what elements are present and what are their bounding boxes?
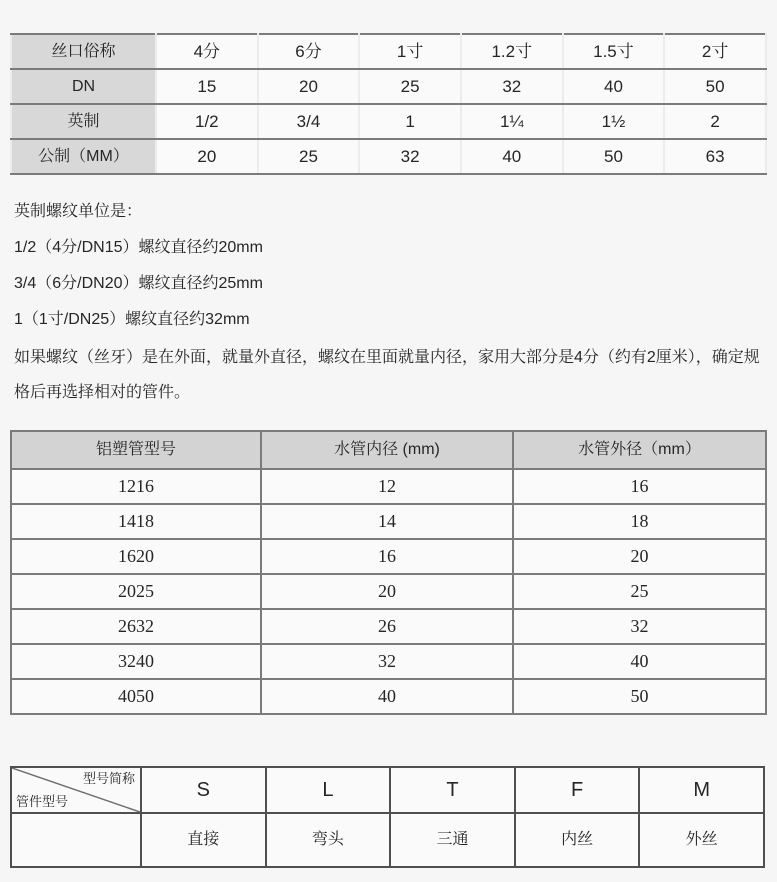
metric-cell: 20 [156, 139, 258, 174]
outer-diameter-cell: 25 [513, 574, 766, 609]
pipe-size-table [10, 430, 767, 715]
row-header-metric: 公制（MM） [11, 139, 156, 174]
model-cell: 1418 [11, 504, 261, 539]
code-cell: T [390, 767, 515, 813]
note-paragraph: 如果螺纹（丝牙）是在外面，就量外直径，螺纹在里面就量内径，家用大部分是4分（约有2厘米），确定规格后再选择相对的管件。 [14, 349, 760, 401]
table-row [11, 644, 766, 679]
col-header-outer-diameter: 水管外径（mm） [513, 431, 766, 469]
imperial-cell: 3/4 [258, 104, 360, 139]
code-cell: F [515, 767, 640, 813]
fitting-name-cell: 直接 [141, 813, 266, 867]
corner-label-type: 管件型号 [16, 794, 69, 809]
model-cell: 4050 [11, 679, 261, 714]
thread-name-cell: 4分 [156, 34, 258, 69]
fitting-name-cell: 三通 [390, 813, 515, 867]
table-header-row [11, 431, 766, 469]
inner-diameter-cell: 20 [261, 574, 513, 609]
model-cell: 1620 [11, 539, 261, 574]
model-cell: 2632 [11, 609, 261, 644]
table-row [11, 139, 766, 174]
notes-block [14, 194, 766, 410]
inner-diameter-cell: 16 [261, 539, 513, 574]
imperial-cell: 1½ [563, 104, 665, 139]
dn-cell: 40 [563, 69, 665, 104]
table-row [11, 469, 766, 504]
imperial-cell: 1 [359, 104, 461, 139]
note-line: 3/4（6分/DN20）螺纹直径约25mm [14, 275, 263, 292]
table-row [11, 104, 766, 139]
metric-cell: 25 [258, 139, 360, 174]
col-header-inner-diameter: 水管内径 (mm) [261, 431, 513, 469]
corner-header-cell [11, 767, 141, 813]
fitting-name-cell: 内丝 [515, 813, 640, 867]
row-header-common-name: 丝口俗称 [11, 34, 156, 69]
note-line: 1（1寸/DN25）螺纹直径约32mm [14, 311, 250, 328]
fitting-name-cell: 外丝 [639, 813, 764, 867]
model-cell: 2025 [11, 574, 261, 609]
empty-cell [11, 813, 141, 867]
col-header-model: 铝塑管型号 [11, 431, 261, 469]
code-cell: M [639, 767, 764, 813]
imperial-cell: 1¼ [461, 104, 563, 139]
outer-diameter-cell: 50 [513, 679, 766, 714]
outer-diameter-cell: 20 [513, 539, 766, 574]
table-row [11, 69, 766, 104]
imperial-cell: 1/2 [156, 104, 258, 139]
dn-cell: 15 [156, 69, 258, 104]
thread-size-table [10, 33, 767, 175]
note-line: 英制螺纹单位是： [14, 203, 143, 220]
model-cell: 3240 [11, 644, 261, 679]
imperial-cell: 2 [664, 104, 766, 139]
thread-name-cell: 1寸 [359, 34, 461, 69]
outer-diameter-cell: 16 [513, 469, 766, 504]
table-row [11, 574, 766, 609]
dn-cell: 25 [359, 69, 461, 104]
thread-name-cell: 6分 [258, 34, 360, 69]
fitting-name-cell: 弯头 [266, 813, 391, 867]
row-header-dn: DN [11, 69, 156, 104]
table-row [11, 609, 766, 644]
metric-cell: 50 [563, 139, 665, 174]
dn-cell: 50 [664, 69, 766, 104]
thread-name-cell: 2寸 [664, 34, 766, 69]
model-cell: 1216 [11, 469, 261, 504]
code-cell: L [266, 767, 391, 813]
row-header-imperial: 英制 [11, 104, 156, 139]
dn-cell: 20 [258, 69, 360, 104]
inner-diameter-cell: 12 [261, 469, 513, 504]
inner-diameter-cell: 32 [261, 644, 513, 679]
table-header-row [11, 767, 764, 813]
fitting-code-table [10, 766, 765, 868]
thread-name-cell: 1.2寸 [461, 34, 563, 69]
metric-cell: 63 [664, 139, 766, 174]
outer-diameter-cell: 18 [513, 504, 766, 539]
outer-diameter-cell: 40 [513, 644, 766, 679]
dn-cell: 32 [461, 69, 563, 104]
metric-cell: 32 [359, 139, 461, 174]
table-row [11, 504, 766, 539]
table-row [11, 539, 766, 574]
inner-diameter-cell: 26 [261, 609, 513, 644]
table-row [11, 34, 766, 69]
outer-diameter-cell: 32 [513, 609, 766, 644]
code-cell: S [141, 767, 266, 813]
corner-label-code: 型号简称 [82, 771, 135, 786]
note-line: 1/2（4分/DN15）螺纹直径约20mm [14, 239, 263, 256]
thread-name-cell: 1.5寸 [563, 34, 665, 69]
metric-cell: 40 [461, 139, 563, 174]
inner-diameter-cell: 14 [261, 504, 513, 539]
table-row [11, 813, 764, 867]
inner-diameter-cell: 40 [261, 679, 513, 714]
table-row [11, 679, 766, 714]
